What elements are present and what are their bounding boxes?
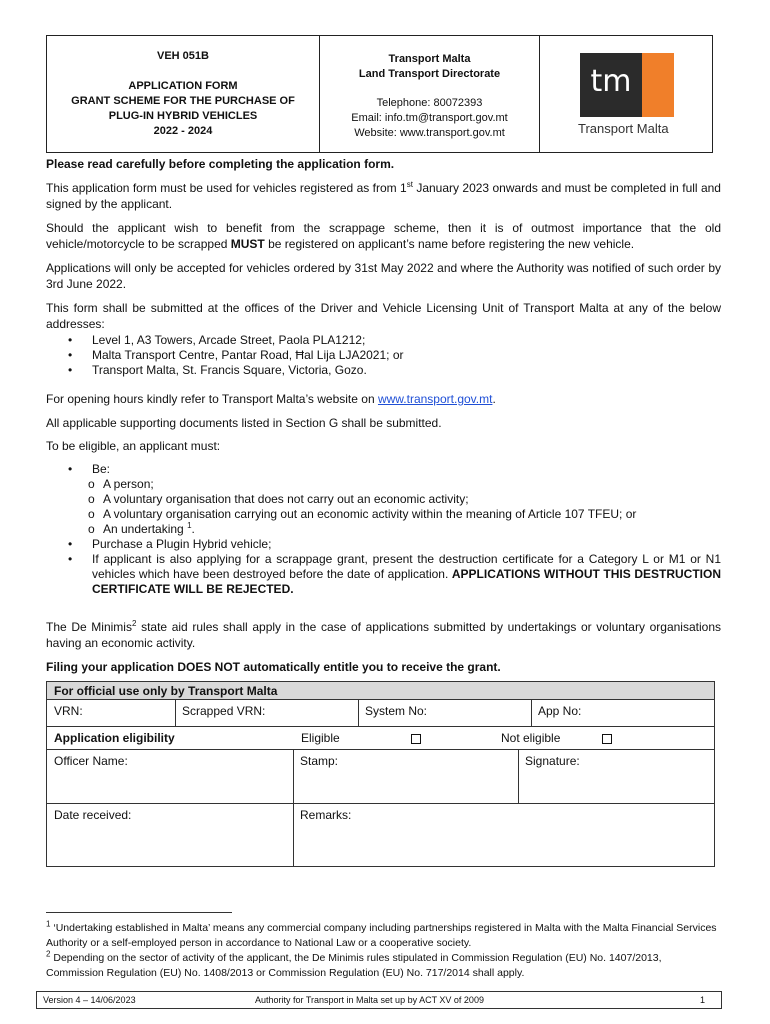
- transport-malta-logo: [580, 53, 674, 117]
- divider: [293, 804, 294, 866]
- contact-cell: [320, 36, 540, 152]
- footnote-2: [46, 951, 721, 981]
- website-link[interactable]: www.transport.gov.mt: [377, 392, 493, 406]
- divider: [531, 700, 532, 727]
- address-item: • Level 1, A3 Towers, Arcade Street, Paola PLA1212;: [46, 333, 721, 348]
- org-name: Transport Malta: [388, 53, 471, 65]
- undertaking-end: .: [191, 522, 195, 536]
- header-table: [46, 35, 713, 153]
- official-heading-row: [47, 682, 714, 700]
- not-eligible-label: Not eligible: [501, 731, 561, 745]
- paragraph-5: [46, 391, 721, 407]
- eligibility-item-purchase: • Purchase a Plugin Hybrid vehicle;: [46, 537, 721, 552]
- eligible-checkbox[interactable]: [404, 727, 424, 749]
- vrn-row: [47, 700, 714, 727]
- footnote-2-num: 2: [46, 949, 51, 959]
- footnote-1-num: 1: [46, 919, 51, 929]
- eligible-label: Eligible: [301, 731, 340, 745]
- form-title-line-2: GRANT SCHEME FOR THE PURCHASE OF: [71, 95, 295, 107]
- p2-must: MUST: [230, 237, 265, 251]
- address-list: [46, 333, 721, 378]
- paragraph-3: Applications will only be accepted for vehicles ordered by 31st May 2022 and where the Authority was notified of such order by 3rd June 2022.: [46, 261, 721, 291]
- p1-sup: st: [406, 180, 413, 189]
- eligibility-row: [47, 727, 714, 750]
- paragraph-2: [46, 220, 721, 252]
- p2-text-end: be registered on applicant’s name before registering the new vehicle.: [264, 237, 635, 251]
- telephone: Telephone: 80072393: [376, 97, 483, 109]
- eligibility-item-be: [46, 462, 721, 537]
- be-sub-item-undertaking: [46, 522, 721, 537]
- p5-end: .: [492, 392, 496, 406]
- checkbox-icon[interactable]: [602, 734, 612, 744]
- be-sub-item: o A voluntary organisation carrying out an economic activity within the meaning of Article 107 TFEU; or: [46, 507, 721, 522]
- p5-text: For opening hours kindly refer to Transport Malta’s website on: [46, 392, 378, 406]
- not-eligible-checkbox[interactable]: [595, 727, 615, 749]
- scrapped-vrn-field[interactable]: Scrapped VRN:: [182, 704, 266, 718]
- scrappage-warning: APPLICATIONS WITHOUT THIS DESTRUCTION CERTIFICATE WILL BE REJECTED.: [92, 567, 721, 596]
- p1-text: This application form must be used for vehicles registered as from 1: [46, 181, 407, 195]
- eligibility-label: Application eligibility: [54, 731, 175, 745]
- officer-name-field[interactable]: Officer Name:: [54, 754, 128, 768]
- version-label: Version 4 – 14/06/2023: [43, 995, 136, 1005]
- footnote-rule: [46, 912, 232, 913]
- eligibility-list: [46, 462, 721, 597]
- page-number: 1: [699, 995, 705, 1005]
- footnote-1: [46, 921, 721, 951]
- footnote-2-text: Depending on the sector of activity of the applicant, the De Minimis rules stipulated in Commission Regulation (EU) No. 1407/2013, Commission Regulation (EU) No. 1408/2013 or Commission Regulation (EU) No. 717/2014 shall apply.: [46, 952, 662, 979]
- divider: [518, 750, 519, 804]
- website: Website: www.transport.gov.mt: [354, 127, 505, 139]
- paragraph-4: This form shall be submitted at the offices of the Driver and Vehicle Licensing Unit of Transport Malta at any of the below addresses:: [46, 301, 721, 331]
- checkbox-icon[interactable]: [411, 734, 421, 744]
- stamp-field[interactable]: Stamp:: [300, 754, 339, 768]
- official-heading: For official use only by Transport Malta: [54, 684, 278, 698]
- official-use-table: [46, 681, 715, 867]
- form-title-line-1: APPLICATION FORM: [128, 80, 238, 92]
- divider: [358, 700, 359, 727]
- warning-text: Please read carefully before completing the application form.: [46, 157, 395, 171]
- paragraph-1: [46, 180, 721, 212]
- logo-text: Transport Malta: [578, 121, 669, 136]
- officer-row: [47, 750, 714, 804]
- p1-text-end: January 2023 onwards and must be completed in full and signed by the applicant.: [46, 181, 721, 211]
- be-label: Be:: [92, 462, 111, 476]
- p2-text: Should the applicant wish to benefit from the scrappage scheme, then it is of outmost importance that the old vehicle/motorcycle to be scrapped: [46, 221, 721, 251]
- paragraph-7: To be eligible, an applicant must:: [46, 439, 221, 453]
- app-no-field[interactable]: App No:: [538, 704, 582, 718]
- logo-orange-block: [642, 53, 674, 117]
- logo-mark: tm: [580, 53, 642, 117]
- date-row: [47, 804, 714, 866]
- divider: [175, 700, 176, 727]
- authority-label: Authority for Transport in Malta set up by ACT XV of 2009: [255, 995, 484, 1005]
- page-footer: [36, 991, 722, 1009]
- address-item: • Transport Malta, St. Francis Square, Victoria, Gozo.: [46, 363, 721, 378]
- footnote-1-text: ‘Undertaking established in Malta’ means any commercial company including partnerships registered in Malta with the Malta Financial Services Authority or a self-employed person in accordance to National Law or a cooperative society.: [46, 922, 717, 949]
- deminimis-text-end: state aid rules shall apply in the case of applications submitted by undertakings or voluntary organisations having an economic activity.: [46, 620, 721, 650]
- be-sub-item: o A person;: [46, 477, 721, 492]
- scrappage-text: If applicant is also applying for a scrappage grant, present the destruction certificate for a Category L or M1 or N1 vehicles which have been destroyed before the date of application.: [92, 552, 721, 581]
- deminimis-text: The De Minimis: [46, 620, 132, 634]
- email: Email: info.tm@transport.gov.mt: [351, 112, 508, 124]
- form-code: VEH 051B: [157, 50, 209, 62]
- vrn-field[interactable]: VRN:: [54, 704, 83, 718]
- form-title-line-3: PLUG-IN HYBRID VEHICLES: [108, 110, 258, 122]
- undertaking-text: An undertaking: [103, 522, 188, 536]
- deminimis-paragraph: [46, 619, 721, 651]
- form-title-line-4: 2022 - 2024: [153, 125, 213, 137]
- signature-field[interactable]: Signature:: [525, 754, 580, 768]
- system-no-field[interactable]: System No:: [365, 704, 428, 718]
- paragraph-6: All applicable supporting documents listed in Section G shall be submitted.: [46, 416, 442, 430]
- undertaking-sup: 1: [187, 521, 192, 530]
- form-title-cell: [47, 36, 320, 152]
- logo-cell: [540, 36, 712, 152]
- date-received-field[interactable]: Date received:: [54, 808, 132, 822]
- eligibility-item-scrappage: [46, 552, 721, 597]
- remarks-field[interactable]: Remarks:: [300, 808, 352, 822]
- org-dept: Land Transport Directorate: [358, 68, 501, 80]
- divider: [293, 750, 294, 804]
- filing-notice: Filing your application DOES NOT automatically entitle you to receive the grant.: [46, 660, 501, 674]
- address-item: • Malta Transport Centre, Pantar Road, Ħal Lija LJA2021; or: [46, 348, 721, 363]
- deminimis-sup: 2: [131, 619, 137, 628]
- be-sub-item: o A voluntary organisation that does not carry out an economic activity;: [46, 492, 721, 507]
